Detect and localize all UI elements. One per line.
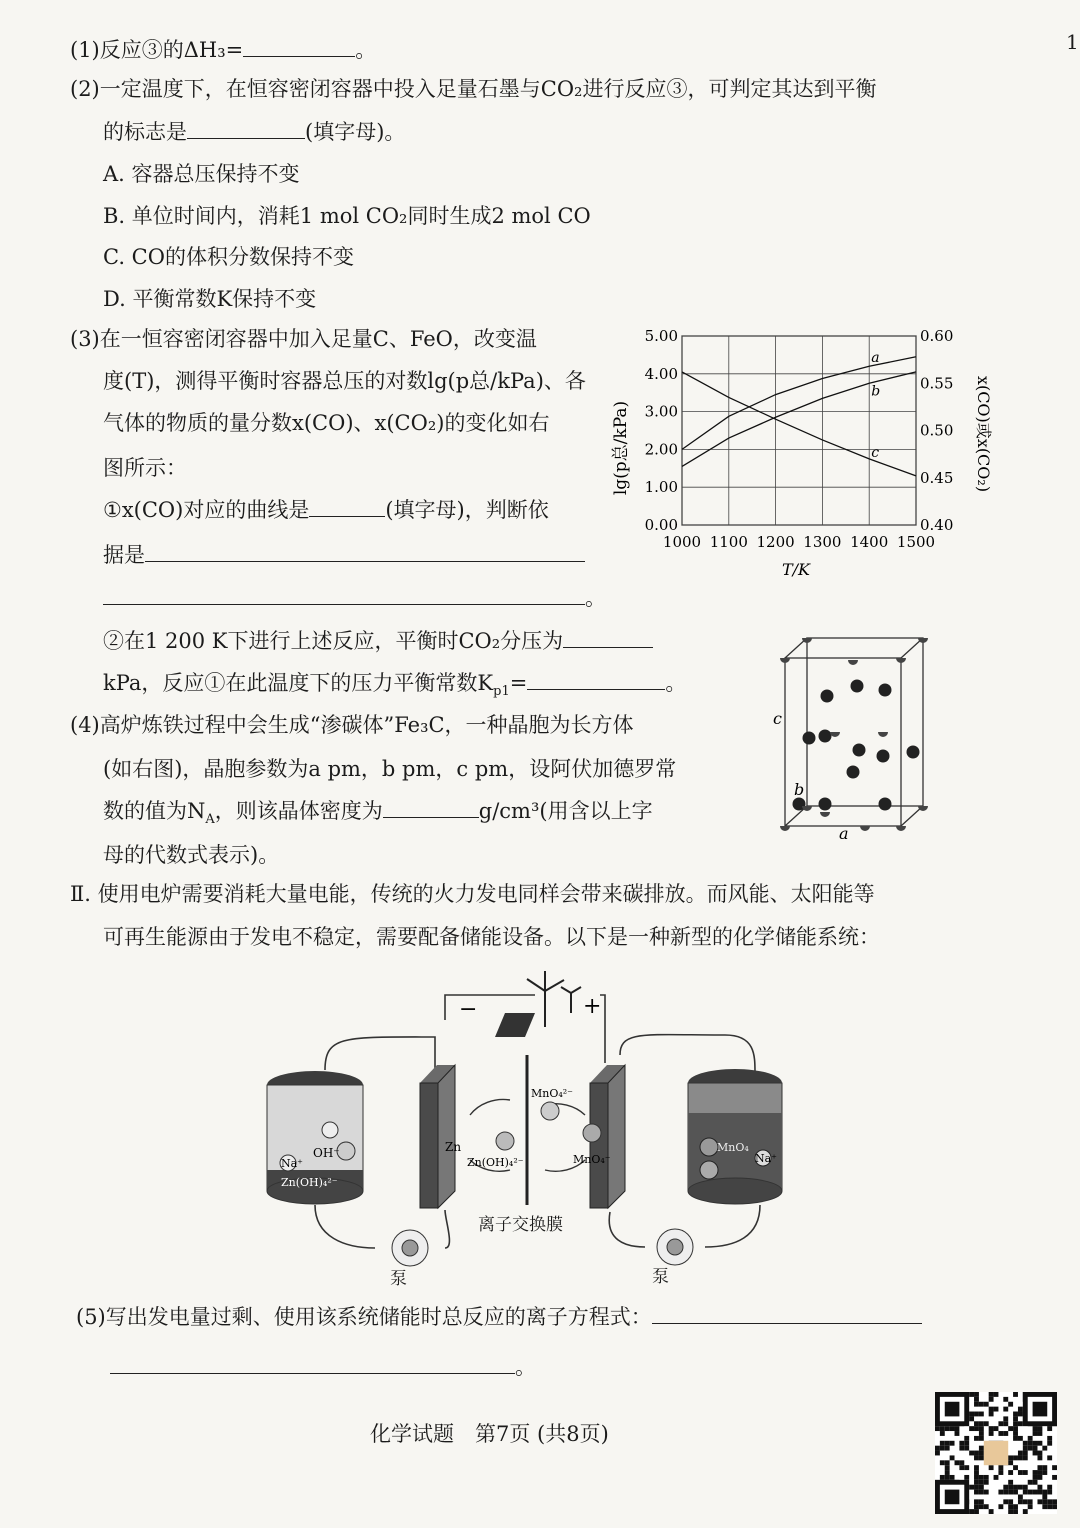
q3-line4: 图所示：	[103, 456, 187, 480]
equilibrium-chart	[610, 322, 993, 587]
q3-kp-equals: =	[509, 671, 528, 695]
chart-yleft-tick-label: 0.00	[644, 516, 678, 534]
q2-option-a: A. 容器总压保持不变	[103, 162, 300, 186]
zincate-ion-ball	[496, 1132, 514, 1150]
chart-yright-tick-label: 0.50	[920, 421, 954, 440]
fe-atom	[877, 750, 890, 763]
q3-pressure-blank	[563, 629, 653, 648]
q3-sub1-suffix: (填字母)，判断依	[385, 498, 549, 522]
chart-yleft-tick-label: 2.00	[644, 440, 678, 459]
q3-reason-prefix: 据是	[103, 543, 145, 567]
fe-atom	[907, 746, 920, 759]
chart-series-label-b: b	[871, 383, 881, 400]
crystal-label-a: a	[839, 824, 849, 843]
fe-atom	[803, 732, 816, 745]
fe-atom	[821, 690, 834, 703]
left-pump-icon	[392, 1230, 428, 1266]
right-pump-label: 泵	[652, 1267, 669, 1287]
q5-text: (5)写出发电量过剩、使用该系统储能时总反应的离子方程式：	[76, 1305, 652, 1329]
chart-x-tick-label: 1200	[756, 533, 795, 551]
q4-line4: 母的代数式表示)。	[103, 843, 280, 867]
c-atom	[860, 826, 870, 831]
part2-line2: 可再生能源由于发电不稳定，需要配备储能设备。以下是一种新型的化学储能系统：	[103, 925, 880, 949]
right-tank	[688, 1069, 782, 1204]
q1-end: 。	[355, 38, 377, 62]
fe-atom	[819, 730, 832, 743]
zincate-ion-label: Zn(OH)₄²⁻	[467, 1156, 524, 1169]
c-atom	[878, 732, 888, 737]
chart-series-label-c: c	[871, 444, 880, 461]
q3-kp-text: kPa，反应①在此温度下的压力平衡常数K	[103, 671, 494, 695]
q5-answer-blank-1	[652, 1305, 922, 1324]
q2-option-c: C. CO的体积分数保持不变	[103, 245, 354, 269]
chart-yleft-tick-label: 1.00	[644, 478, 678, 497]
right-tank-permanganate: MnO₄	[717, 1141, 749, 1154]
manganate-ion-label: MnO₄²⁻	[531, 1087, 573, 1100]
q1-text: (1)反应③的ΔH₃=	[70, 38, 244, 62]
q3-line2: 度(T)，测得平衡时容器总压的对数lg(p总/kPa)、各	[103, 369, 586, 393]
left-tank-zincate: Zn(OH)₄²⁻	[281, 1176, 338, 1189]
q4-line2: (如右图)，晶胞参数为a pm，b pm，c pm，设阿伏加德罗常	[103, 757, 677, 781]
q4-density-blank	[383, 799, 479, 818]
crystal-cell-diagram	[765, 632, 945, 847]
q3-kp-end: 。	[665, 671, 687, 695]
q2-line1: (2)一定温度下，在恒容密闭容器中投入足量石墨与CO₂进行反应③，可判定其达到平衡	[70, 77, 877, 101]
q3-reason-line2	[103, 585, 606, 611]
chart-right-axis-label: x(CO)或x(CO₂)	[974, 375, 993, 493]
q3-reason-blank-2	[103, 586, 585, 605]
q3-sub2-line2	[103, 670, 686, 705]
solar-panel-icon	[495, 1013, 535, 1037]
chart-x-axis-label: T/K	[781, 560, 811, 579]
positive-terminal: +	[583, 994, 602, 1019]
permanganate-ion-ball	[583, 1124, 601, 1142]
q4-na-subscript: A	[205, 812, 215, 828]
q2-line2-prefix: 的标志是	[103, 120, 187, 144]
q3-sub1c	[103, 542, 585, 568]
page-corner-number: 1	[1066, 30, 1079, 54]
question-5	[76, 1304, 922, 1330]
q4-na-text: 数的值为N	[103, 799, 206, 823]
q3-sub1-prefix: ①x(CO)对应的曲线是	[103, 498, 310, 522]
q3-kp-blank	[527, 671, 665, 690]
chart-yright-tick-label: 0.55	[920, 374, 954, 393]
q4-unit-text: g/cm³(用含以上字	[478, 799, 653, 823]
chart-x-tick-label: 1300	[803, 533, 842, 551]
q5-line2	[110, 1354, 536, 1380]
c-atom	[830, 732, 840, 737]
crystal-cell-edges	[785, 638, 923, 826]
c-atom	[780, 658, 790, 663]
chart-x-tick-label: 1000	[662, 533, 702, 551]
q2-line2-suffix: (填字母)。	[305, 120, 406, 144]
c-atom	[896, 658, 906, 663]
q3-curve-blank	[309, 498, 385, 517]
q5-end: 。	[515, 1355, 536, 1379]
q1-answer-blank	[243, 38, 355, 57]
q3-sub2-prefix: ②在1 200 K下进行上述反应，平衡时CO₂分压为	[103, 629, 564, 653]
right-tank-na: Na⁺	[755, 1152, 777, 1165]
fe-atom	[851, 680, 864, 693]
wind-turbine-icon	[527, 971, 581, 1027]
chart-yright-tick-label: 0.45	[920, 468, 954, 487]
c-atom	[820, 812, 830, 817]
q2-line2	[103, 119, 405, 145]
right-pump-icon	[657, 1229, 693, 1265]
fe-atom	[847, 766, 860, 779]
qr-code-image	[935, 1392, 1057, 1514]
q3-reason-blank-1	[145, 543, 585, 562]
chart-yleft-tick-label: 5.00	[644, 327, 678, 345]
chart-x-tick-label: 1100	[709, 533, 748, 551]
c-atom	[780, 826, 790, 831]
q2-answer-blank	[187, 120, 305, 139]
question-1	[70, 37, 376, 63]
chart-yright-tick-label: 0.60	[920, 327, 954, 345]
fe-atom	[879, 798, 892, 811]
chart-left-axis-label: lg(p总/kPa)	[611, 400, 631, 496]
c-atom	[896, 826, 906, 831]
chart-yleft-tick-label: 4.00	[644, 364, 678, 383]
q2-option-d: D. 平衡常数K保持不变	[103, 287, 317, 311]
left-electrode	[420, 1065, 455, 1208]
membrane-label: 离子交换膜	[478, 1215, 563, 1235]
page-footer: 化学试题 第7页 (共8页)	[370, 1422, 609, 1446]
chart-x-tick-label: 1500	[896, 533, 936, 551]
negative-terminal: −	[459, 997, 478, 1022]
chart-series-line-a	[682, 357, 916, 450]
manganate-ion-ball	[541, 1102, 559, 1120]
q3-line3: 气体的物质的量分数x(CO)、x(CO₂)的变化如右	[103, 411, 550, 435]
chart-x-tick-label: 1400	[850, 533, 889, 551]
q4-density-text: ，则该晶体密度为	[214, 799, 383, 823]
fe-atom	[819, 798, 832, 811]
crystal-atoms	[780, 638, 928, 831]
left-pump-label: 泵	[390, 1269, 407, 1289]
flow-battery-diagram	[255, 965, 815, 1290]
left-tank-na: Na⁺	[281, 1157, 303, 1170]
q3-kp-subscript: p1	[493, 684, 510, 700]
crystal-label-c: c	[773, 709, 782, 728]
q4-line3	[103, 798, 653, 833]
q3-line1: (3)在一恒容密闭容器中加入足量C、FeO，改变温	[70, 327, 537, 351]
q2-option-b: B. 单位时间内，消耗1 mol CO₂同时生成2 mol CO	[103, 204, 591, 228]
c-atom	[848, 660, 858, 665]
c-atom	[918, 806, 928, 811]
c-atom	[802, 806, 812, 811]
zn-electrode-label: Zn	[445, 1140, 462, 1154]
q5-answer-blank-2	[110, 1355, 515, 1374]
left-tank-oh: OH⁻	[313, 1146, 340, 1160]
chart-ticks	[645, 327, 954, 551]
crystal-label-b: b	[794, 780, 805, 799]
fe-atom	[879, 684, 892, 697]
c-atom	[802, 638, 812, 643]
chart-yleft-tick-label: 3.00	[644, 402, 678, 421]
fe-atom	[853, 744, 866, 757]
chart-series	[682, 350, 916, 476]
q3-sub2-line1	[103, 628, 653, 654]
q3-sub1	[103, 497, 549, 523]
chart-series-label-a: a	[871, 350, 880, 367]
permanganate-ion-label: MnO₄⁻	[573, 1153, 611, 1166]
q4-line1: (4)高炉炼铁过程中会生成“渗碳体”Fe₃C，一种晶胞为长方体	[70, 713, 634, 737]
q3-reason-end: 。	[585, 586, 606, 610]
part2-line1: Ⅱ. 使用电炉需要消耗大量电能，传统的火力发电同样会带来碳排放。而风能、太阳能等	[70, 882, 875, 906]
chart-yright-tick-label: 0.40	[920, 516, 954, 534]
c-atom	[918, 638, 928, 643]
